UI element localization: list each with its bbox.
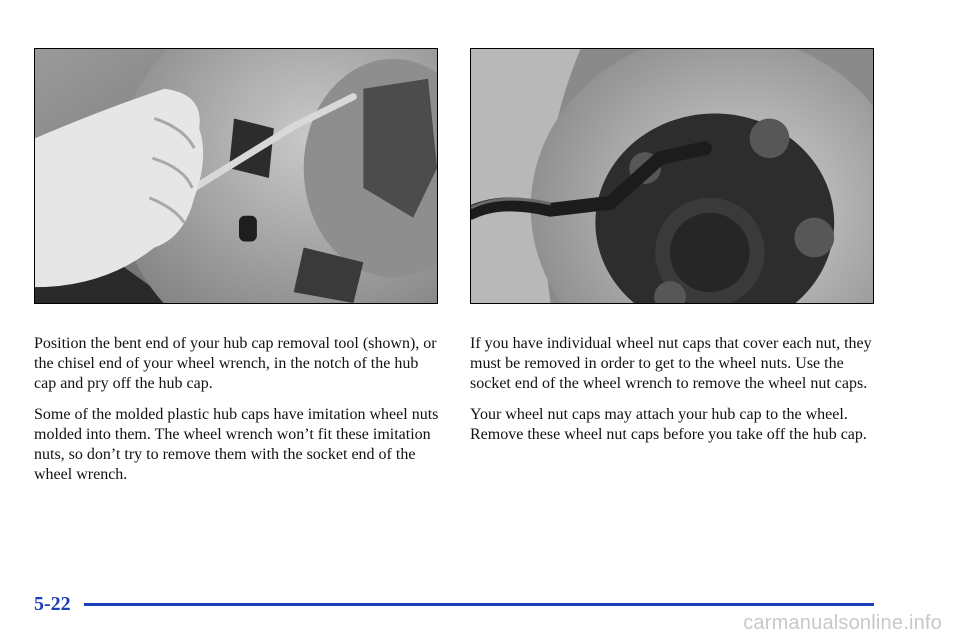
hub-cap-removal-illustration xyxy=(35,49,437,303)
footer-rule xyxy=(84,603,874,606)
paragraph-hub-cap-pry: Position the bent end of your hub cap removal tool (shown), or the chisel end of your wheel wrench, in the notch of the hub cap and pry off the hub cap. xyxy=(34,335,437,392)
hub-cap-removal-photo xyxy=(34,48,438,304)
paragraph-wheel-nut-caps: If you have individual wheel nut caps that cover each nut, they must be removed in order to get to the wheel nuts. Use the socket end of the wheel wrench to remove the wheel nut caps. xyxy=(470,335,872,392)
watermark: carmanualsonline.info xyxy=(743,612,942,634)
right-text-column xyxy=(470,334,880,456)
paragraph-imitation-nuts: Some of the molded plastic hub caps have imitation wheel nuts molded into them. The wheel wrench won’t fit these imitation nuts, so don’t try to remove them with the socket end of the wheel wrench. xyxy=(34,406,439,483)
left-text-column xyxy=(34,334,444,496)
page-number: 5-22 xyxy=(34,593,71,615)
paragraph-nut-caps-attach: Your wheel nut caps may attach your hub cap to the wheel. Remove these wheel nut caps before you take off the hub cap. xyxy=(470,406,867,443)
wheel-nut-cap-removal-photo xyxy=(470,48,874,304)
wheel-nut-cap-illustration xyxy=(471,49,873,303)
